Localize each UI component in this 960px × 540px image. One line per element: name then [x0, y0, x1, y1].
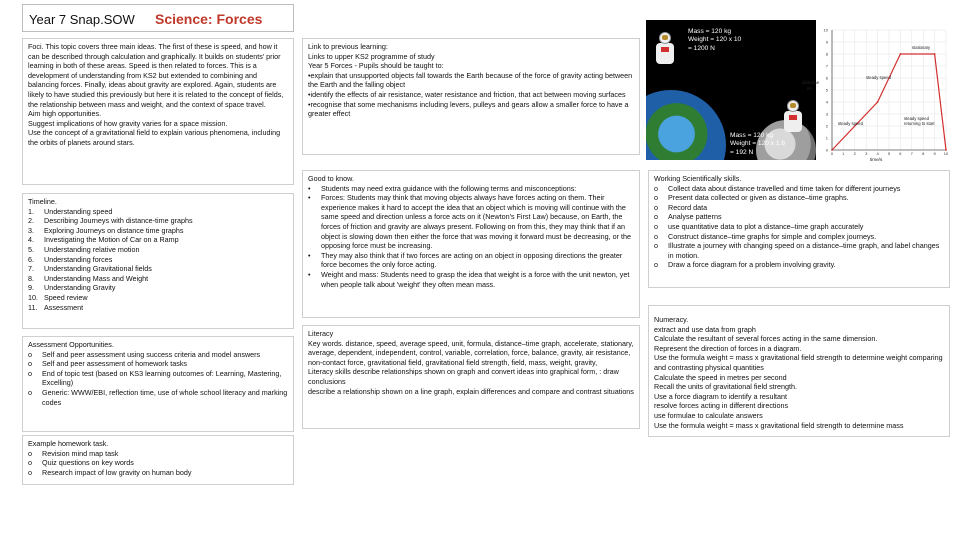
list-item: o Present data collected or given as distance–time graphs.	[654, 193, 849, 203]
x-tick-label: 0	[830, 151, 834, 156]
assessment-box	[22, 336, 294, 432]
x-axis-label: time/s	[870, 157, 883, 162]
link-box	[302, 38, 640, 155]
list-item: 7. Understanding Gravitational fields	[28, 264, 152, 274]
list-item: o Construct distance–time graphs for simple and complex journeys.	[654, 231, 877, 241]
list-item: o use quantitative data to plot a distance–time graph accurately	[654, 221, 864, 231]
numeracy-line: Use a force diagram to identify a resultant	[654, 391, 788, 401]
homework-list	[28, 449, 288, 478]
working-scientifically-box	[648, 170, 950, 288]
homework-heading: Example homework task.	[28, 439, 109, 448]
numeracy-line: Recall the units of gravitational field strength.	[654, 382, 798, 392]
list-item: o Quiz questions on key words	[28, 458, 134, 468]
link-line: •identify the effects of air resistance, water resistance and friction, that act between moving surfaces	[308, 89, 626, 99]
annotation-returning-line: steady speed	[904, 116, 929, 121]
list-item: 6. Understanding forces	[28, 254, 113, 264]
earth-image	[646, 90, 726, 160]
assessment-heading: Assessment Opportunities.	[28, 340, 114, 349]
x-tick-label: 6	[899, 151, 902, 156]
x-tick-label: 2	[853, 151, 856, 156]
link-line: •recognise that some mechanisms including levers, pulleys and gears allow a smaller force to have a greater effect	[308, 99, 629, 119]
ws-list	[654, 184, 944, 270]
numeracy-line: use formulae to calculate answers	[654, 410, 763, 420]
list-item: o Collect data about distance travelled and time taken for different journeys	[654, 183, 901, 193]
link-heading: Link to previous learning:	[308, 42, 388, 51]
earth-weight-label: Mass = 120 kg Weight = 120 x 10 = 1200 N	[688, 28, 742, 52]
annotation-returning-line: returning to start	[904, 121, 935, 126]
annotation-stationary: stationary	[912, 45, 931, 50]
list-item: 9. Understanding Gravity	[28, 283, 116, 293]
list-item: o Record data	[654, 202, 708, 212]
title-subject: Science: Forces	[155, 11, 263, 27]
data-point	[877, 101, 879, 103]
list-item: • Students may need extra guidance with the following terms and misconceptions:	[308, 183, 577, 193]
y-tick-label: 1	[825, 135, 828, 141]
list-item: • Weight and mass: Students need to grasp the idea that weight is a force with the unit newton, yet when people talk about 'weight' they often mean mass.	[308, 269, 630, 289]
x-tick-label: 4	[876, 151, 879, 156]
space-weight-figure	[646, 20, 816, 160]
numeracy-line: Calculate the speed in metres per second	[654, 372, 787, 382]
title-prefix: Year 7 Snap.SOW	[29, 12, 135, 27]
annotation-steady-fast: steady speed	[866, 75, 891, 80]
list-item: 2. Describing Journeys with distance-time graphs	[28, 216, 193, 226]
y-tick-label: 8	[825, 51, 828, 57]
x-tick-label: 1	[842, 151, 845, 156]
list-item: o Research impact of low gravity on human body	[28, 467, 192, 477]
y-axis-label-line: /m	[807, 86, 813, 91]
x-tick-label: 7	[910, 151, 913, 156]
numeracy-line: Use the formula weight = mass x gravitational field strength to determine weight comparing and contrasting physical quantities	[654, 353, 943, 372]
ws-heading: Working Scientifically skills.	[654, 174, 742, 183]
x-tick-label: 10	[943, 151, 949, 156]
annotation-steady-slow: steady speed	[838, 121, 863, 126]
literacy-skills: Literacy skills describe relationships shown on graph and convert ideas into graphical form, : draw conclusions	[308, 367, 619, 386]
aim-item: Use the concept of a gravitational field to explain various phenomena, including the orbits of planets around stars.	[28, 128, 281, 147]
list-item: o Analyse patterns	[654, 212, 722, 222]
data-point	[900, 53, 902, 55]
list-item: 8. Understanding Mass and Weight	[28, 273, 149, 283]
assessment-list	[28, 350, 288, 408]
numeracy-line: Calculate the resultant of several forces acting in the same dimension.	[654, 334, 878, 344]
x-tick-label: 8	[922, 151, 925, 156]
list-item: 11. Assessment	[28, 302, 84, 312]
literacy-keywords: Key words. distance, speed, average speed, unit, formula, distance–time graph, accelerate, stationary, average, dependent, independent, control, variable, correlation, force, balance, gravity, air resistance, non-contact force, gravitational field, gravitational field strength, field, mass, weight, gravity,	[308, 338, 634, 367]
list-item: o Revision mind map task	[28, 448, 119, 458]
list-item: 1. Understanding speed	[28, 206, 113, 216]
y-tick-label: 4	[825, 99, 828, 105]
list-item: 4. Investigating the Motion of Car on a Ramp	[28, 235, 179, 245]
numeracy-line: resolve forces acting in different directions	[654, 401, 789, 411]
list-item: o Self and peer assessment using success criteria and model answers	[28, 349, 261, 359]
distance-time-graph	[800, 22, 950, 164]
list-item: 10. Speed review	[28, 292, 88, 302]
x-tick-label: 5	[887, 151, 891, 156]
x-tick-label: 3	[865, 151, 868, 156]
numeracy-line: Represent the direction of forces in a diagram.	[654, 343, 802, 353]
good-to-know-list	[308, 184, 634, 290]
numeracy-line: extract and use data from graph	[654, 324, 756, 334]
foci-box	[22, 38, 294, 185]
timeline-box	[22, 193, 294, 329]
y-tick-label: 9	[825, 39, 828, 45]
y-tick-label: 2	[825, 123, 828, 129]
y-tick-label: 7	[825, 63, 828, 69]
literacy-heading: Literacy	[308, 329, 334, 338]
list-item: • Forces: Students may think that moving objects always have forces acting on them. Their experience makes it hard to accept the idea that an object which is moving will continue with the same speed and direction unless a force acts on it (Newton's First Law) because, on Earth, the forces of friction and gravity are always present. Following on from this, they may think that if an object is slowing down then either the force that was moving it forward must be decreasing, or the opposing force must be increasing.	[308, 193, 632, 251]
good-to-know-heading: Good to know.	[308, 174, 354, 183]
homework-box	[22, 435, 294, 485]
data-point	[934, 53, 936, 55]
numeracy-line: Use the formula weight = mass x gravitational field strength to determine mass	[654, 420, 904, 430]
y-tick-label: 3	[825, 111, 828, 117]
y-tick-label: 0	[825, 147, 828, 153]
aim-item: Suggest implications of how gravity varies for a space mission.	[28, 118, 228, 128]
y-tick-label: 5	[825, 87, 828, 93]
link-line: Year 5 Forces - Pupils should be taught to:	[308, 61, 444, 71]
title-box	[22, 4, 294, 32]
numeracy-box	[648, 305, 950, 437]
data-point	[945, 149, 947, 151]
graph-ticks	[824, 28, 949, 157]
x-tick-label: 9	[933, 151, 936, 156]
list-item: 3. Exploring Journeys on distance time graphs	[28, 225, 184, 235]
timeline-list	[28, 207, 288, 313]
link-line: •explain that unsupported objects fall towards the Earth because of the force of gravity acting between the Earth and the falling object	[308, 70, 633, 90]
list-item: 5. Understanding relative motion	[28, 244, 140, 254]
literacy-extra: describe a relationship shown on a line graph, explain differences and compare and contrast situations	[308, 386, 634, 396]
y-tick-label: 10	[823, 27, 828, 33]
timeline-heading: Timeline.	[28, 197, 57, 206]
link-line: Links to upper KS2 programme of study	[308, 51, 435, 61]
moon-weight-label: Mass = 120 kg Weight = 120 x 1.6 = 192 N	[730, 132, 786, 156]
good-to-know-box	[302, 170, 640, 318]
y-axis-label-line: distance	[802, 80, 820, 85]
data-point	[831, 149, 833, 151]
list-item: o Self and peer assessment of homework tasks	[28, 359, 188, 369]
list-item: o End of topic test (based on KS3 learning outcomes of: Learning, Mastering, Excelling)	[28, 368, 282, 388]
numeracy-heading: Numeracy.	[654, 315, 689, 324]
list-item: o Draw a force diagram for a problem involving gravity.	[654, 260, 836, 270]
list-item: o Illustrate a journey with changing speed on a distance–time graph, and label changes in motion.	[654, 241, 940, 260]
literacy-box	[302, 325, 640, 429]
foci-text: Foci. This topic covers three main ideas. The first of these is speed, and how it can be described through calculation and graphically. It builds on students' prior learning in both of these areas. Speed is then related to forces. This is a development of understanding from KS2 but extended to combining and balancing forces. Finally, ideas about gravity are explored. Again, students are likely to have studied this previously but here it is related to the concept of fields, the relationship between mass and weight, and the context of space travel.	[28, 42, 284, 109]
aim-heading: Aim high opportunities.	[28, 109, 102, 119]
list-item: o Generic: WWW/EBI, reflection time, use of whole school literacy and marking codes	[28, 387, 288, 407]
astronaut-earth-icon	[654, 32, 676, 64]
list-item: • They may also think that if two forces are acting on an object in opposing directions the greater force becomes the only force acting.	[308, 250, 623, 270]
y-tick-label: 6	[825, 75, 828, 81]
